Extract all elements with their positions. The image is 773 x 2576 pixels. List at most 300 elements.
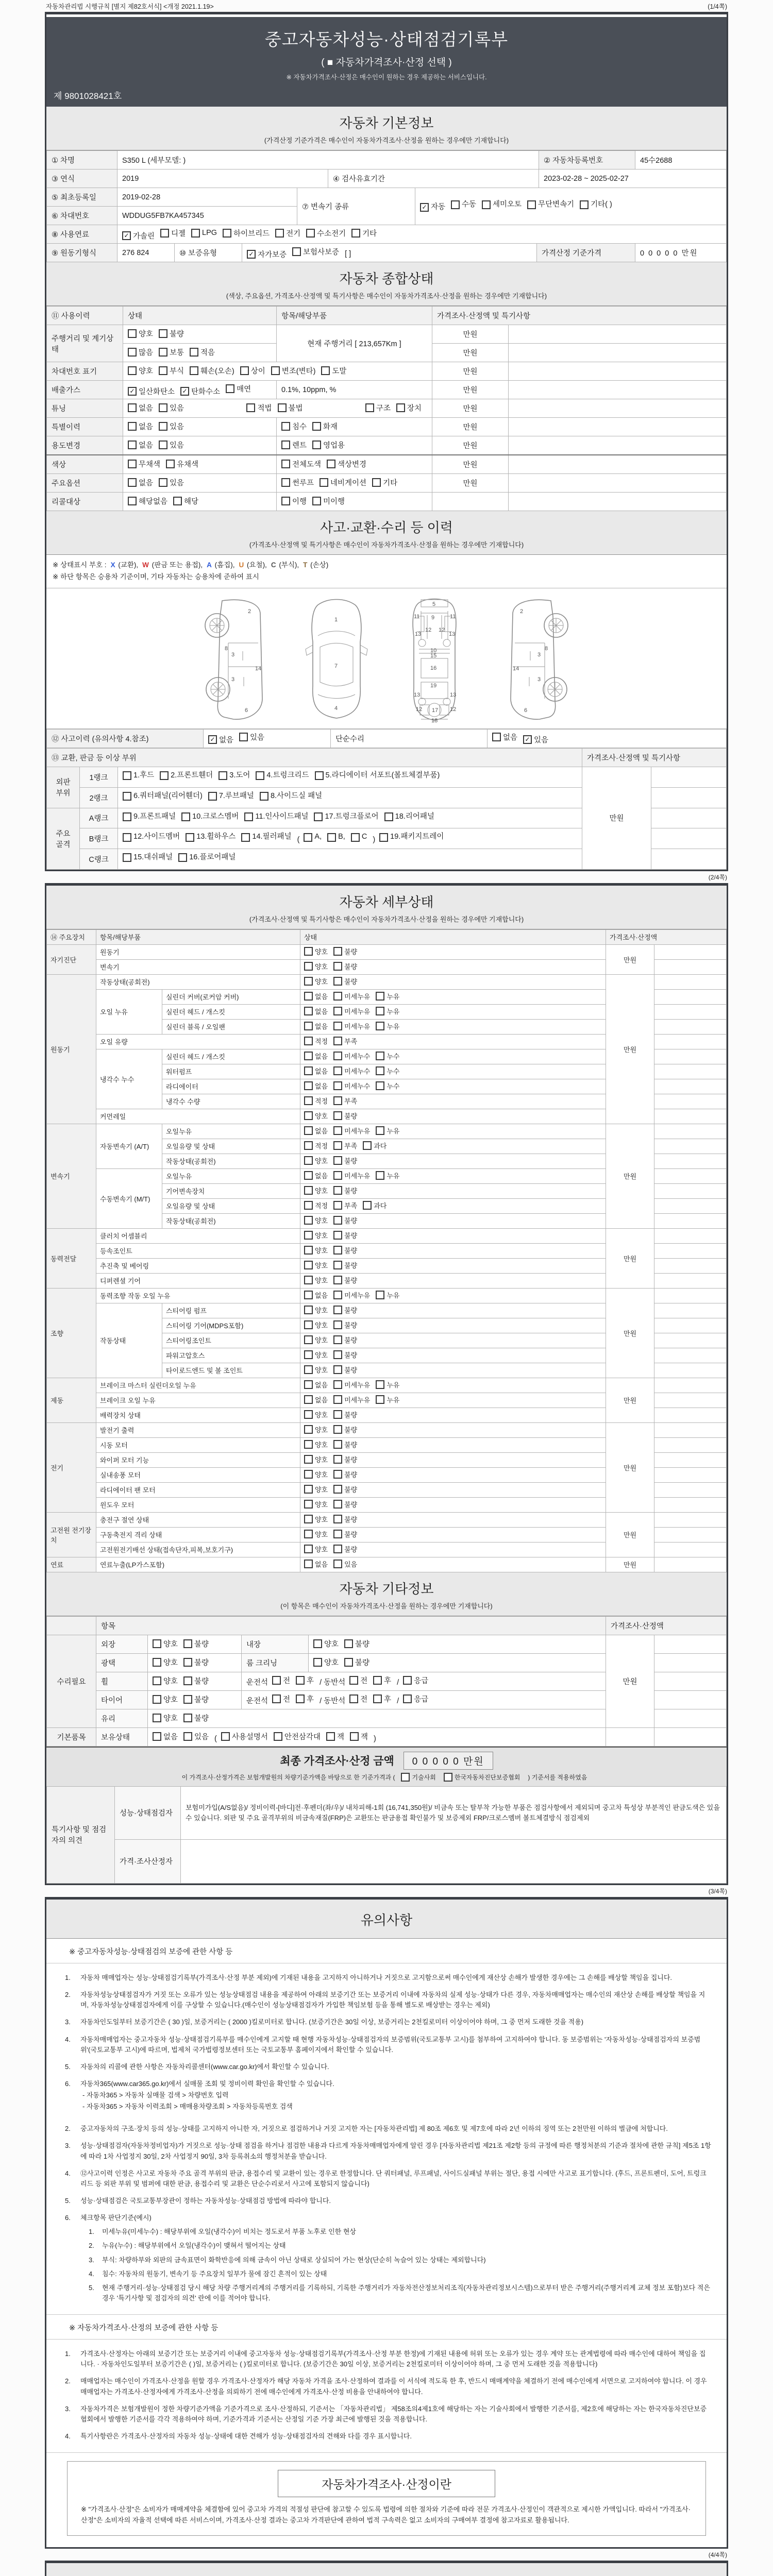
checkbox-option[interactable]: [333, 991, 370, 1001]
checkbox-option[interactable]: [396, 402, 422, 413]
checkbox-option[interactable]: [333, 1126, 370, 1136]
checkbox-icon[interactable]: [333, 1141, 342, 1150]
checkbox-icon[interactable]: [173, 497, 182, 505]
checkbox-icon[interactable]: [123, 771, 131, 780]
checkbox-icon[interactable]: [376, 992, 384, 1001]
checkbox-option[interactable]: [304, 946, 328, 956]
checkbox-icon[interactable]: [272, 1694, 281, 1703]
checkbox-icon[interactable]: [376, 1291, 384, 1299]
checkbox-option[interactable]: [123, 769, 154, 783]
checkbox-icon[interactable]: [281, 460, 290, 468]
checkbox-option[interactable]: [314, 810, 378, 824]
checkbox-option[interactable]: [183, 1638, 209, 1649]
checkbox-option[interactable]: [240, 365, 265, 376]
checkbox-icon[interactable]: [333, 1066, 342, 1075]
checkbox-option[interactable]: [333, 1141, 357, 1150]
checkbox-icon[interactable]: [333, 1052, 342, 1060]
checkbox-option[interactable]: [178, 851, 236, 865]
checkbox-icon[interactable]: [333, 1335, 342, 1344]
checkbox-icon[interactable]: [274, 1732, 282, 1741]
checkbox-icon[interactable]: [312, 422, 321, 431]
checkbox-option[interactable]: [376, 1395, 399, 1404]
checkbox-icon[interactable]: [219, 771, 227, 780]
checkbox-icon[interactable]: [123, 853, 131, 862]
checkbox-icon[interactable]: [304, 1365, 313, 1374]
checkbox-option[interactable]: [123, 851, 173, 865]
checkbox-icon[interactable]: [580, 200, 589, 209]
checkbox-option[interactable]: [373, 1693, 391, 1704]
checkbox-option[interactable]: [312, 439, 345, 450]
checkbox-icon[interactable]: [333, 1560, 342, 1568]
checkbox-option[interactable]: [333, 1499, 357, 1509]
checkbox-option[interactable]: [183, 1713, 209, 1723]
checkbox-option[interactable]: [183, 1694, 209, 1705]
checkbox-option[interactable]: [281, 496, 307, 506]
checkbox-option[interactable]: [403, 1693, 428, 1704]
checkbox-icon[interactable]: [159, 348, 167, 357]
checkbox-option[interactable]: [313, 1638, 339, 1649]
checkbox-icon[interactable]: [304, 1216, 313, 1225]
checkbox-icon[interactable]: [304, 833, 312, 842]
checkbox-icon[interactable]: [333, 1231, 342, 1240]
checkbox-option[interactable]: [128, 459, 160, 469]
checkbox-icon[interactable]: [123, 792, 131, 801]
checkbox-icon[interactable]: [153, 1639, 161, 1648]
checkbox-icon[interactable]: [344, 1639, 353, 1648]
checkbox-icon[interactable]: [492, 733, 501, 741]
checkbox-icon[interactable]: [256, 771, 264, 780]
checkbox-option[interactable]: [333, 1081, 370, 1091]
checkbox-option[interactable]: [271, 365, 316, 376]
checkbox-icon[interactable]: [160, 229, 169, 238]
checkbox-option[interactable]: [247, 249, 287, 260]
checkbox-option[interactable]: [315, 769, 440, 783]
checkbox-icon[interactable]: [313, 1639, 322, 1648]
checkbox-option[interactable]: [333, 1469, 357, 1479]
checkbox-icon[interactable]: [333, 1216, 342, 1225]
checkbox-icon[interactable]: [190, 366, 198, 375]
checkbox-icon[interactable]: [191, 229, 200, 238]
checkbox-icon[interactable]: [304, 1007, 313, 1015]
checkbox-icon[interactable]: [304, 1037, 313, 1045]
checkbox-option[interactable]: [451, 198, 476, 212]
checkbox-icon[interactable]: [376, 1171, 384, 1180]
checkbox-option[interactable]: [327, 830, 345, 844]
checkbox-icon[interactable]: [304, 1530, 313, 1538]
checkbox-option[interactable]: [304, 1469, 328, 1479]
checkbox-icon[interactable]: [372, 478, 381, 487]
checkbox-icon[interactable]: [376, 1007, 384, 1015]
checkbox-icon[interactable]: [349, 1694, 358, 1703]
checkbox-icon[interactable]: [304, 1560, 313, 1568]
checkbox-icon[interactable]: [304, 1141, 313, 1150]
checkbox-option[interactable]: [223, 228, 270, 239]
checkbox-icon[interactable]: [159, 440, 167, 449]
checkbox-option[interactable]: [166, 459, 198, 469]
checkbox-option[interactable]: [304, 1051, 328, 1061]
checkbox-option[interactable]: [275, 228, 300, 239]
checkbox-option[interactable]: [376, 1021, 399, 1031]
checkbox-icon[interactable]: [304, 1545, 313, 1553]
checkbox-icon[interactable]: [333, 1037, 342, 1045]
checkbox-option[interactable]: [333, 1380, 370, 1389]
checkbox-icon[interactable]: [373, 1676, 382, 1685]
checkbox-option[interactable]: [128, 477, 153, 488]
checkbox-icon[interactable]: [304, 992, 313, 1001]
checkbox-icon[interactable]: [281, 497, 290, 505]
checkbox-icon[interactable]: [304, 1485, 313, 1494]
checkbox-option[interactable]: [159, 402, 184, 413]
checkbox-icon[interactable]: [304, 1350, 313, 1359]
checkbox-option[interactable]: [333, 1365, 357, 1375]
checkbox-option[interactable]: [403, 1675, 428, 1686]
checkbox-icon[interactable]: [281, 440, 290, 449]
checkbox-option[interactable]: [160, 769, 213, 783]
checkbox-option[interactable]: [274, 1731, 321, 1742]
checkbox-option[interactable]: [304, 1230, 328, 1240]
checkbox-option[interactable]: [333, 1096, 357, 1106]
checkbox-option[interactable]: [482, 198, 522, 212]
checkbox-icon[interactable]: [272, 1676, 281, 1685]
checkbox-option[interactable]: [333, 1395, 370, 1404]
checkbox-option[interactable]: [183, 1675, 209, 1686]
checkbox-option[interactable]: [304, 1410, 328, 1419]
checkbox-icon[interactable]: [333, 1440, 342, 1449]
checkbox-option[interactable]: [173, 496, 198, 506]
checkbox-option[interactable]: [333, 1215, 357, 1225]
checkbox-option[interactable]: [159, 328, 184, 339]
checkbox-icon[interactable]: [304, 1066, 313, 1075]
checkbox-option[interactable]: [304, 1544, 328, 1554]
checkbox-icon[interactable]: [444, 1773, 452, 1782]
checkbox-option[interactable]: [333, 1290, 370, 1300]
checkbox-icon[interactable]: [333, 1380, 342, 1389]
checkbox-option[interactable]: [153, 1694, 178, 1705]
checkbox-icon[interactable]: [304, 1410, 313, 1419]
checkbox-icon[interactable]: [527, 200, 536, 209]
checkbox-option[interactable]: [401, 1773, 435, 1782]
checkbox-option[interactable]: [304, 1171, 328, 1180]
checkbox-option[interactable]: [312, 421, 338, 432]
checkbox-option[interactable]: [128, 347, 153, 358]
checkbox-option[interactable]: [304, 1260, 328, 1270]
checkbox-icon[interactable]: [181, 812, 190, 821]
checkbox-option[interactable]: [153, 1638, 178, 1649]
checkbox-option[interactable]: [306, 228, 346, 239]
checkbox-icon[interactable]: [183, 1714, 192, 1722]
checkbox-icon[interactable]: [333, 1171, 342, 1180]
checkbox-checked-icon[interactable]: ✓: [128, 387, 137, 396]
checkbox-option[interactable]: [296, 1675, 314, 1686]
checkbox-checked-icon[interactable]: ✓: [208, 735, 217, 744]
checkbox-icon[interactable]: [333, 1515, 342, 1523]
checkbox-option[interactable]: [160, 228, 186, 239]
checkbox-checked-icon[interactable]: ✓: [180, 387, 189, 396]
checkbox-option[interactable]: [153, 1675, 178, 1686]
checkbox-option[interactable]: [304, 1021, 328, 1031]
checkbox-option[interactable]: [333, 1111, 357, 1121]
checkbox-option[interactable]: [333, 1200, 357, 1210]
checkbox-icon[interactable]: [333, 1545, 342, 1553]
checkbox-icon[interactable]: [153, 1695, 161, 1704]
checkbox-option[interactable]: [304, 1215, 328, 1225]
checkbox-icon[interactable]: [482, 200, 491, 209]
checkbox-icon[interactable]: [244, 812, 253, 821]
checkbox-icon[interactable]: [333, 1246, 342, 1255]
checkbox-icon[interactable]: [183, 1676, 192, 1685]
checkbox-icon[interactable]: [304, 1081, 313, 1090]
checkbox-option[interactable]: [153, 1731, 178, 1742]
checkbox-icon[interactable]: [304, 962, 313, 971]
checkbox-icon[interactable]: [333, 1455, 342, 1464]
checkbox-icon[interactable]: [376, 1380, 384, 1389]
checkbox-option[interactable]: [153, 1657, 178, 1668]
checkbox-icon[interactable]: [376, 1052, 384, 1060]
checkbox-option[interactable]: [159, 347, 184, 358]
checkbox-icon[interactable]: [186, 833, 194, 842]
checkbox-option[interactable]: [350, 1731, 368, 1742]
checkbox-icon[interactable]: [304, 1261, 313, 1269]
checkbox-option[interactable]: [333, 1484, 357, 1494]
checkbox-option[interactable]: [376, 991, 399, 1001]
checkbox-icon[interactable]: [333, 1410, 342, 1419]
checkbox-option[interactable]: [304, 1425, 328, 1434]
checkbox-option[interactable]: [333, 1439, 357, 1449]
checkbox-icon[interactable]: [239, 733, 248, 741]
checkbox-option[interactable]: [333, 1559, 357, 1569]
checkbox-option[interactable]: [376, 1380, 399, 1389]
checkbox-icon[interactable]: [327, 833, 336, 842]
checkbox-icon[interactable]: [128, 440, 137, 449]
checkbox-icon[interactable]: [333, 1470, 342, 1479]
checkbox-icon[interactable]: [333, 1022, 342, 1030]
checkbox-icon[interactable]: [376, 1126, 384, 1135]
checkbox-option[interactable]: [123, 830, 180, 844]
checkbox-option[interactable]: [304, 1066, 328, 1076]
checkbox-option[interactable]: [128, 386, 175, 397]
checkbox-option[interactable]: [312, 496, 345, 506]
checkbox-icon[interactable]: [304, 1231, 313, 1240]
checkbox-option[interactable]: [281, 459, 321, 469]
checkbox-icon[interactable]: [333, 962, 342, 971]
checkbox-icon[interactable]: [159, 478, 167, 487]
checkbox-icon[interactable]: [344, 1658, 353, 1667]
checkbox-icon[interactable]: [312, 440, 321, 449]
checkbox-icon[interactable]: [333, 977, 342, 986]
checkbox-icon[interactable]: [333, 1485, 342, 1494]
checkbox-icon[interactable]: [379, 833, 388, 842]
checkbox-option[interactable]: [272, 1675, 290, 1686]
checkbox-icon[interactable]: [304, 1126, 313, 1135]
checkbox-icon[interactable]: [159, 422, 167, 431]
checkbox-icon[interactable]: [304, 1395, 313, 1404]
checkbox-icon[interactable]: [351, 229, 360, 238]
checkbox-icon[interactable]: [128, 478, 137, 487]
checkbox-icon[interactable]: [304, 1156, 313, 1165]
checkbox-icon[interactable]: [128, 497, 137, 505]
checkbox-option[interactable]: [304, 1305, 328, 1315]
checkbox-icon[interactable]: [349, 1676, 358, 1685]
checkbox-icon[interactable]: [159, 329, 167, 338]
checkbox-icon[interactable]: [333, 1425, 342, 1434]
checkbox-icon[interactable]: [304, 947, 313, 956]
checkbox-option[interactable]: [523, 734, 548, 745]
checkbox-option[interactable]: [379, 830, 444, 844]
checkbox-icon[interactable]: [226, 384, 234, 393]
checkbox-option[interactable]: [190, 347, 215, 358]
checkbox-option[interactable]: [304, 976, 328, 986]
checkbox-option[interactable]: [492, 732, 517, 742]
checkbox-option[interactable]: [304, 830, 322, 844]
checkbox-option[interactable]: [128, 402, 153, 413]
checkbox-option[interactable]: [304, 991, 328, 1001]
checkbox-icon[interactable]: [246, 403, 255, 412]
checkbox-icon[interactable]: [333, 1320, 342, 1329]
checkbox-icon[interactable]: [327, 460, 335, 468]
checkbox-option[interactable]: [304, 1081, 328, 1091]
checkbox-icon[interactable]: [153, 1732, 161, 1741]
checkbox-icon[interactable]: [304, 977, 313, 986]
checkbox-icon[interactable]: [304, 1171, 313, 1180]
checkbox-option[interactable]: [333, 1320, 357, 1330]
checkbox-icon[interactable]: [304, 1276, 313, 1284]
checkbox-icon[interactable]: [292, 247, 301, 256]
checkbox-checked-icon[interactable]: ✓: [420, 203, 429, 212]
checkbox-icon[interactable]: [304, 1455, 313, 1464]
checkbox-option[interactable]: [376, 1006, 399, 1016]
checkbox-icon[interactable]: [363, 1201, 372, 1210]
checkbox-option[interactable]: [304, 1111, 328, 1121]
checkbox-option[interactable]: [384, 810, 434, 824]
checkbox-option[interactable]: [278, 402, 303, 413]
checkbox-option[interactable]: [304, 1454, 328, 1464]
checkbox-option[interactable]: [304, 1096, 328, 1106]
checkbox-option[interactable]: [208, 789, 254, 804]
checkbox-option[interactable]: [333, 1410, 357, 1419]
checkbox-icon[interactable]: [333, 1096, 342, 1105]
checkbox-option[interactable]: [333, 1454, 357, 1464]
checkbox-option[interactable]: [376, 1171, 399, 1180]
checkbox-option[interactable]: [376, 1066, 399, 1076]
checkbox-option[interactable]: [333, 1230, 357, 1240]
checkbox-option[interactable]: [304, 1320, 328, 1330]
checkbox-option[interactable]: [304, 1036, 328, 1046]
checkbox-option[interactable]: [304, 1156, 328, 1165]
checkbox-option[interactable]: [444, 1773, 520, 1782]
checkbox-option[interactable]: [320, 477, 366, 488]
checkbox-option[interactable]: [304, 1439, 328, 1449]
checkbox-icon[interactable]: [183, 1658, 192, 1667]
checkbox-option[interactable]: [376, 1126, 399, 1136]
checkbox-icon[interactable]: [304, 1335, 313, 1344]
checkbox-icon[interactable]: [333, 1530, 342, 1538]
checkbox-checked-icon[interactable]: ✓: [247, 250, 256, 259]
checkbox-icon[interactable]: [333, 1261, 342, 1269]
checkbox-icon[interactable]: [240, 366, 249, 375]
checkbox-checked-icon[interactable]: ✓: [122, 231, 131, 240]
checkbox-option[interactable]: [333, 1305, 357, 1315]
checkbox-icon[interactable]: [128, 329, 137, 338]
checkbox-option[interactable]: [365, 402, 391, 413]
checkbox-icon[interactable]: [314, 812, 323, 821]
checkbox-option[interactable]: [180, 386, 220, 397]
checkbox-icon[interactable]: [223, 229, 231, 238]
checkbox-option[interactable]: [333, 1036, 357, 1046]
checkbox-option[interactable]: [123, 789, 203, 804]
checkbox-icon[interactable]: [312, 497, 321, 505]
checkbox-icon[interactable]: [159, 366, 167, 375]
checkbox-option[interactable]: [296, 1693, 314, 1704]
checkbox-option[interactable]: [183, 1657, 209, 1668]
checkbox-icon[interactable]: [275, 229, 284, 238]
checkbox-icon[interactable]: [304, 1440, 313, 1449]
checkbox-option[interactable]: [304, 1350, 328, 1360]
checkbox-icon[interactable]: [128, 460, 137, 468]
checkbox-icon[interactable]: [333, 1156, 342, 1165]
checkbox-icon[interactable]: [281, 478, 290, 487]
checkbox-icon[interactable]: [304, 1186, 313, 1195]
checkbox-icon[interactable]: [271, 366, 280, 375]
checkbox-option[interactable]: [376, 1051, 399, 1061]
checkbox-icon[interactable]: [373, 1694, 382, 1703]
checkbox-icon[interactable]: [333, 1395, 342, 1404]
checkbox-option[interactable]: [333, 1260, 357, 1270]
checkbox-option[interactable]: [304, 1126, 328, 1136]
checkbox-option[interactable]: [186, 830, 236, 844]
checkbox-icon[interactable]: [296, 1676, 305, 1685]
checkbox-icon[interactable]: [190, 348, 198, 357]
checkbox-icon[interactable]: [333, 1007, 342, 1015]
checkbox-option[interactable]: [304, 1395, 328, 1404]
checkbox-icon[interactable]: [304, 1500, 313, 1509]
checkbox-option[interactable]: [244, 810, 308, 824]
checkbox-icon[interactable]: [333, 992, 342, 1001]
checkbox-option[interactable]: [183, 1731, 209, 1742]
checkbox-icon[interactable]: [304, 1246, 313, 1255]
checkbox-option[interactable]: [580, 198, 612, 212]
checkbox-option[interactable]: [333, 1514, 357, 1524]
checkbox-option[interactable]: [221, 1731, 268, 1742]
checkbox-icon[interactable]: [451, 200, 460, 209]
checkbox-option[interactable]: [159, 365, 184, 376]
checkbox-option[interactable]: [333, 1185, 357, 1195]
checkbox-option[interactable]: [333, 1275, 357, 1285]
checkbox-option[interactable]: [304, 961, 328, 971]
checkbox-icon[interactable]: [333, 1306, 342, 1314]
checkbox-icon[interactable]: [304, 1096, 313, 1105]
checkbox-icon[interactable]: [350, 1732, 359, 1741]
checkbox-option[interactable]: [363, 1200, 386, 1210]
checkbox-icon[interactable]: [351, 833, 360, 842]
checkbox-icon[interactable]: [304, 1291, 313, 1299]
checkbox-option[interactable]: [333, 1529, 357, 1539]
checkbox-option[interactable]: [304, 1559, 328, 1569]
checkbox-option[interactable]: [128, 496, 167, 506]
checkbox-option[interactable]: [304, 1006, 328, 1016]
checkbox-icon[interactable]: [333, 1111, 342, 1120]
checkbox-checked-icon[interactable]: ✓: [523, 735, 532, 744]
checkbox-option[interactable]: [333, 1066, 370, 1076]
checkbox-icon[interactable]: [278, 403, 287, 412]
checkbox-option[interactable]: [304, 1365, 328, 1375]
checkbox-option[interactable]: [349, 1675, 367, 1686]
checkbox-option[interactable]: [281, 439, 307, 450]
checkbox-icon[interactable]: [304, 1425, 313, 1434]
checkbox-icon[interactable]: [304, 1022, 313, 1030]
checkbox-option[interactable]: [128, 365, 153, 376]
checkbox-option[interactable]: [349, 1693, 367, 1704]
checkbox-icon[interactable]: [128, 422, 137, 431]
